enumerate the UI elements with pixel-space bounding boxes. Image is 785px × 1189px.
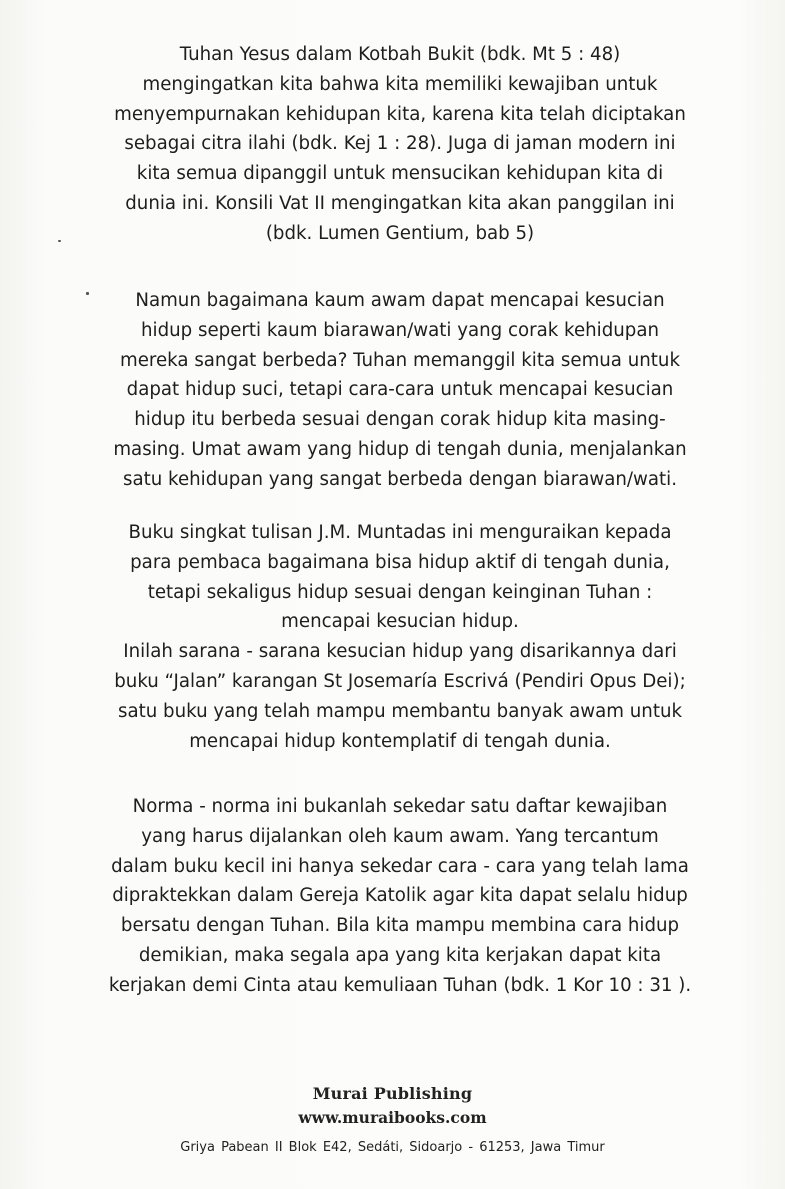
line: mencapai hidup kontemplatif di tengah dunia. [189,730,611,752]
paragraph-2-text [60,286,740,495]
line: satu buku yang telah mampu membantu banyak awam untuk [117,700,683,722]
line: Norma - norma ini bukanlah sekedar satu daftar kewajiban [132,796,668,817]
line: Buku singkat tulisan J.M. Muntadas ini menguraikan kepada [128,522,672,543]
line: dunia ini. Konsili Vat II mengingatkan kita akan panggilan ini [125,192,675,214]
line: kerjakan demi Cinta atau kemuliaan Tuhan (bdk. 1 Kor 10 : 31 ). [108,974,692,996]
publisher-name: Murai Publishing [312,1084,473,1103]
line: mereka sangat berbeda? Tuhan memanggil kita semua untuk [120,349,680,371]
line: dipraktekkan dalam Gereja Katolik agar kita dapat selalu hidup [112,885,688,907]
paragraph-2 [60,286,740,495]
paragraph-1-text [60,40,740,249]
line: dalam buku kecil ini hanya sekedar cara - cara yang telah lama [111,855,689,877]
line: tetapi sekaligus hidup sesuai dengan keinginan Tuhan : [147,581,653,603]
line: buku “Jalan” karangan St Josemaría Escrivá (Pendiri Opus Dei); [114,670,686,692]
paragraph-1 [60,40,740,249]
line: hidup itu berbeda sesuai dengan corak hidup kita masing- [134,409,666,431]
line: demikian, maka segala apa yang kita kerjakan dapat kita [138,944,662,966]
publisher-website: www.muraibooks.com [298,1108,487,1127]
line: sebagai citra ilahi (bdk. Kej 1 : 28). Juga di jaman modern ini [124,133,676,155]
paragraph-4 [60,792,740,1001]
line: para pembaca bagaimana bisa hidup aktif di tengah dunia, [130,551,670,573]
line: bersatu dengan Tuhan. Bila kita mampu membina cara hidup [120,915,680,937]
line: Namun bagaimana kaum awam dapat mencapai kesucian [135,290,665,311]
line: menyempurnakan kehidupan kita, karena kita telah diciptakan [114,103,686,125]
line: mencapai kesucian hidup. [281,611,519,633]
line: kita semua dipanggil untuk mensucikan kehidupan kita di [136,163,664,185]
line: satu kehidupan yang sangat berbeda dengan biarawan/wati. [123,468,677,490]
line: dapat hidup suci, tetapi cara-cara untuk mencapai kesucian [126,379,674,401]
publisher-address: Griya Pabean II Blok E42, Sedáti, Sidoarjo - 61253, Jawa Timur [180,1140,605,1155]
line: mengingatkan kita bahwa kita memiliki kewajiban untuk [142,73,658,95]
paragraph-4-text [60,792,740,1001]
line: masing. Umat awam yang hidup di tengah dunia, menjalankan [113,438,687,460]
line: Inilah sarana - sarana kesucian hidup yang disarikannya dari [123,641,677,663]
line: hidup seperti kaum biarawan/wati yang corak kehidupan [141,319,659,341]
paragraph-3 [60,518,740,756]
line: Tuhan Yesus dalam Kotbah Bukit (bdk. Mt 5 : 48) [179,44,621,65]
paragraph-3-text [60,518,740,756]
line: (bdk. Lumen Gentium, bab 5) [265,222,535,244]
line: yang harus dijalankan oleh kaum awam. Yang tercantum [141,825,659,847]
